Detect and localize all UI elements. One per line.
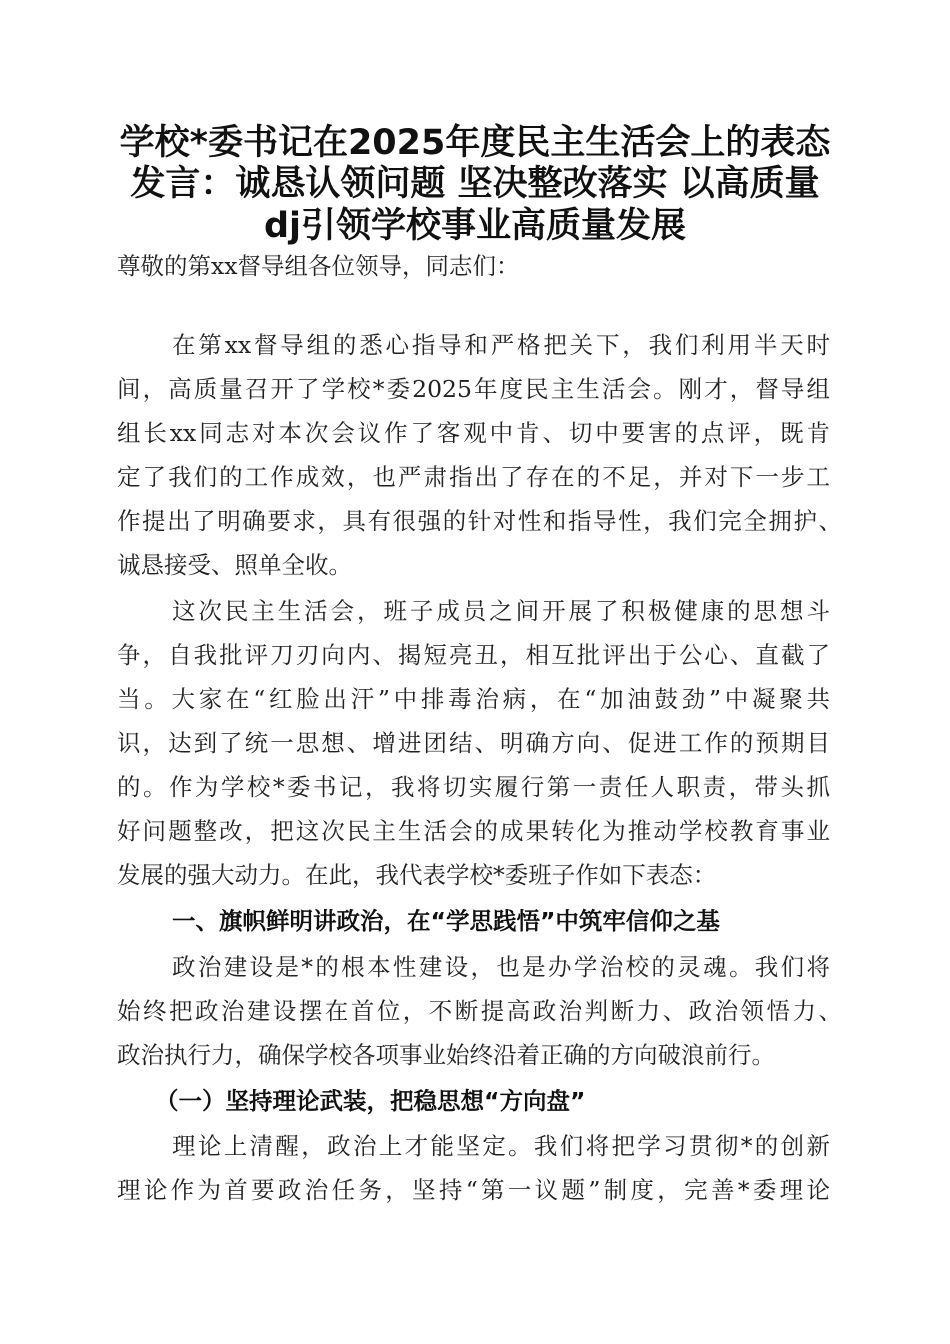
section-heading-2: （一）坚持理论武装，把稳思想“方向盘” <box>155 1087 586 1115</box>
paragraph-2-line: 争，自我批评刀刃向内、揭短亮丑，相互批评出于公心、直截了 <box>117 641 830 669</box>
title-line-1: 学校*委书记在2025年度民主生活会上的表态 <box>119 123 831 163</box>
paragraph-2-line: 好问题整改，把这次民主生活会的成果转化为推动学校教育事业 <box>117 817 830 845</box>
paragraph-3-line: 政治执行力，确保学校各项事业始终沿着正确的方向破浪前行。 <box>117 1041 775 1069</box>
paragraph-1-line: 作提出了明确要求，具有很强的针对性和指导性，我们完全拥护、 <box>117 507 842 535</box>
paragraph-2-line: 的。作为学校*委书记，我将切实履行第一责任人职责，带头抓 <box>117 773 830 801</box>
paragraph-3-line: 始终把政治建设摆在首位，不断提高政治判断力、政治领悟力、 <box>117 997 842 1025</box>
paragraph-1-line: 组长xx同志对本次会议作了客观中肯、切中要害的点评，既肯 <box>117 419 830 447</box>
title-line-3: dj引领学校事业高质量发展 <box>263 206 687 246</box>
paragraph-2-line: 发展的强大动力。在此，我代表学校*委班子作如下表态： <box>117 861 717 889</box>
title-line-2: 发言：诚恳认领问题 坚决整改落实 以高质量 <box>130 164 820 204</box>
section-heading-1: 一、旗帜鲜明讲政治，在“学思践悟”中筑牢信仰之基 <box>172 907 720 935</box>
paragraph-1-line: 间，高质量召开了学校*委2025年度民主生活会。刚才，督导组 <box>117 375 830 403</box>
paragraph-2-line: 识，达到了统一思想、增进团结、明确方向、促进工作的预期目 <box>117 729 830 757</box>
paragraph-1-line: 定了我们的工作成效，也严肃指出了存在的不足，并对下一步工 <box>117 463 830 491</box>
greeting: 尊敬的第xx督导组各位领导，同志们： <box>117 252 520 280</box>
paragraph-4-line: 理论上清醒，政治上才能坚定。我们将把学习贯彻*的创新 <box>172 1132 830 1160</box>
paragraph-1-line: 在第xx督导组的悉心指导和严格把关下，我们利用半天时 <box>172 331 830 359</box>
paragraph-2-line: 这次民主生活会，班子成员之间开展了积极健康的思想斗 <box>172 597 830 625</box>
paragraph-2-line: 当。大家在“红脸出汗”中排毒治病，在“加油鼓劲”中凝聚共 <box>117 685 830 713</box>
paragraph-4-line: 理论作为首要政治任务，坚持“第一议题”制度，完善*委理论 <box>117 1176 830 1204</box>
paragraph-1-line: 诚恳接受、照单全收。 <box>117 551 352 579</box>
paragraph-3-line: 政治建设是*的根本性建设，也是办学治校的灵魂。我们将 <box>172 953 830 981</box>
